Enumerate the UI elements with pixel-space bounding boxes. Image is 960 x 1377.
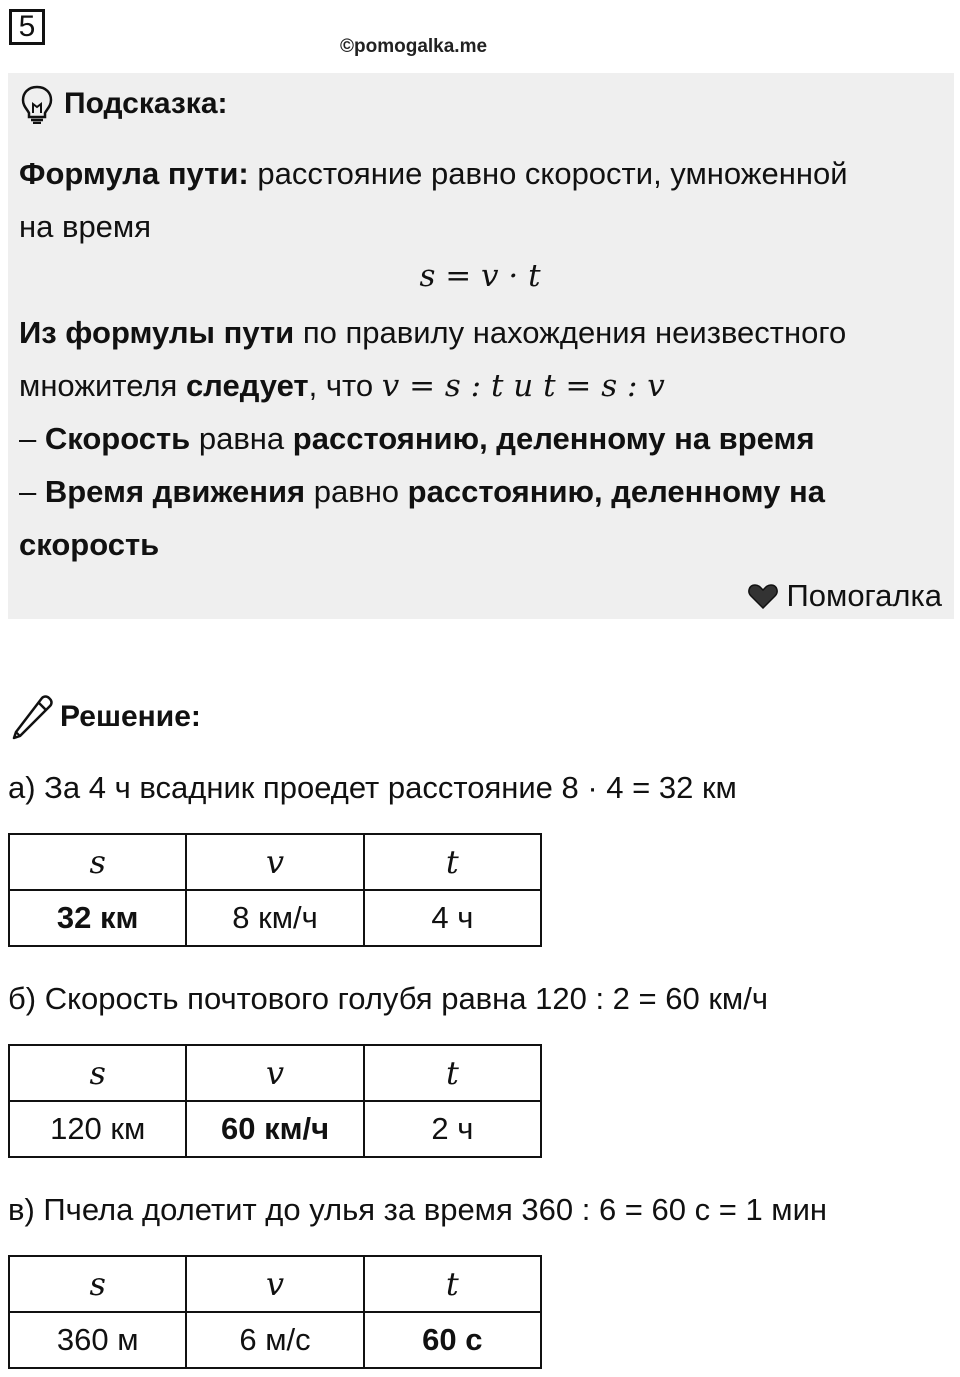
brand (748, 578, 942, 614)
heart-icon (748, 583, 778, 609)
header-cell-s: s (9, 1045, 186, 1101)
part-b-text: б) Скорость почтового голубя равна 120 : 2 = 60 км/ч (8, 981, 768, 1016)
speed-text: равна (190, 421, 293, 456)
formula-definition-line2 (19, 207, 151, 247)
task-number: 5 (9, 9, 45, 45)
header-cell-s: s (9, 1256, 186, 1312)
speed-bold: Скорость (44, 421, 191, 456)
derive-formula: v = s : t и t = s : v (381, 368, 665, 404)
header-cell-t: t (364, 834, 541, 890)
part-a-table (8, 833, 542, 947)
header-cell-v: v (186, 1256, 363, 1312)
header-cell-s: s (9, 834, 186, 890)
time-bold-2: расстоянию, деленному на (407, 474, 825, 509)
table-value-row (9, 1101, 541, 1157)
brand-text: Помогалка (786, 578, 942, 613)
derive-line1 (19, 313, 846, 353)
value-cell-t: 2 ч (364, 1101, 541, 1157)
part-b-table (8, 1044, 542, 1158)
value-cell-v: 60 км/ч (186, 1101, 363, 1157)
time-rule-line1 (19, 472, 825, 512)
hint-title (20, 84, 228, 124)
speed-rule (19, 419, 815, 459)
derive-text-2: множителя (19, 368, 186, 403)
main-formula: s = v · t (419, 258, 541, 294)
header-cell-v: v (186, 1045, 363, 1101)
formula-text-1: расстояние равно скорости, умноженной (248, 156, 848, 191)
time-bold-3: скорость (19, 527, 160, 562)
table-header-row (9, 834, 541, 890)
value-cell-s: 120 км (9, 1101, 186, 1157)
speed-dash: – (19, 421, 45, 456)
value-cell-v: 8 км/ч (186, 890, 363, 946)
value-cell-s: 360 м (9, 1312, 186, 1368)
table-header-row (9, 1256, 541, 1312)
header-cell-t: t (364, 1045, 541, 1101)
derive-line2 (19, 366, 665, 406)
header-cell-v: v (186, 834, 363, 890)
value-cell-s: 32 км (9, 890, 186, 946)
table-value-row (9, 890, 541, 946)
part-c-table (8, 1255, 542, 1369)
pencil-icon (8, 694, 54, 740)
table-value-row (9, 1312, 541, 1368)
time-bold: Время движения (44, 474, 306, 509)
value-cell-t: 60 с (364, 1312, 541, 1368)
solution-title (8, 694, 201, 740)
value-cell-t: 4 ч (364, 890, 541, 946)
formula-label: Формула пути: (19, 156, 249, 191)
header-cell-t: t (364, 1256, 541, 1312)
time-dash: – (19, 474, 45, 509)
part-a-text: а) За 4 ч всадник проедет расстояние 8 · 4 = 32 км (8, 770, 737, 805)
lightbulb-icon (20, 84, 54, 124)
time-rule-line2 (19, 525, 159, 565)
formula-text-2: на время (19, 209, 152, 244)
watermark: ©pomogalka.me (340, 36, 488, 57)
solution-title-text: Решение: (60, 700, 201, 733)
formula-definition-line1 (19, 154, 848, 194)
value-cell-v: 6 м/с (186, 1312, 363, 1368)
hint-title-text: Подсказка: (64, 87, 228, 120)
speed-bold-2: расстоянию, деленному на время (292, 421, 815, 456)
derive-text-3: , что (308, 368, 382, 403)
derive-bold-1: Из формулы пути (19, 315, 295, 350)
derive-text-1: по правилу нахождения неизвестного (294, 315, 847, 350)
time-text: равно (305, 474, 408, 509)
table-header-row (9, 1045, 541, 1101)
derive-bold-2: следует (185, 368, 309, 403)
part-c-text: в) Пчела долетит до улья за время 360 : 6 = 60 с = 1 мин (8, 1192, 828, 1227)
